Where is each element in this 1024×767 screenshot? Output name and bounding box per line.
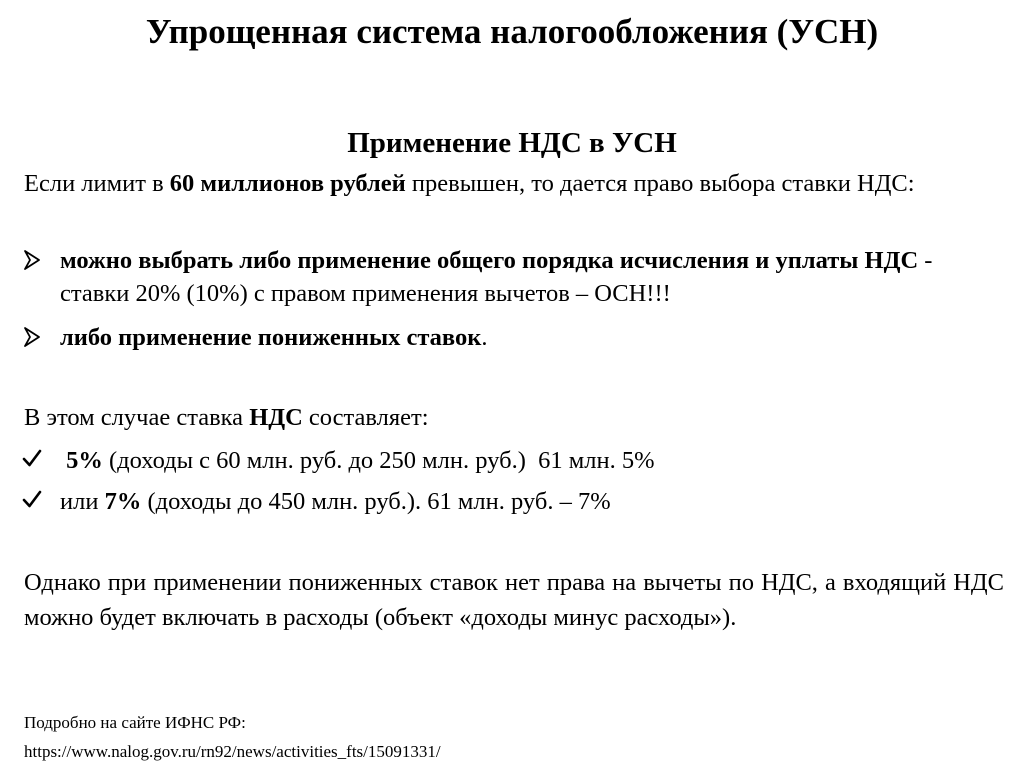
source-url-link[interactable]: https://www.nalog.gov.ru/rn92/news/activities_fts/15091331/	[24, 742, 441, 761]
rate-text	[60, 444, 1004, 477]
rate-value: 5%	[66, 447, 103, 474]
intro-paragraph	[24, 168, 1004, 200]
note-paragraph: Однако при применении пониженных ставок нет права на вычеты по НДС, а входящий НДС можно будет включать в расходы (объект «доходы минус расходы»).	[24, 569, 1004, 631]
arrow-bullet-icon	[24, 250, 40, 270]
intro-text-bold: 60 миллионов рублей	[169, 170, 406, 197]
page-title: Упрощенная система налогообложения (УСН)	[145, 12, 879, 51]
option-text	[60, 244, 1004, 310]
intro-text-post: превышен, то дается право выбора ставки НДС:	[405, 170, 915, 197]
rate-intro-pre: В этом случае ставка	[24, 404, 250, 431]
arrow-bullet-icon	[24, 327, 40, 347]
source-label: Подробно на сайте ИФНС РФ:	[24, 713, 246, 732]
rate-text	[60, 485, 1004, 518]
rate-text-pre: или	[60, 488, 105, 515]
intro-text-pre: Если лимит в	[24, 170, 170, 197]
option-text-rest: - ставки 20% (10%) с правом применения вычетов – ОСН!!!	[60, 247, 933, 307]
option-text	[60, 321, 1004, 354]
option-text-bold: можно выбрать либо применение общего порядка исчисления и уплаты НДС	[60, 247, 919, 274]
option-text-bold: либо применение пониженных ставок	[60, 324, 482, 351]
checkmark-icon	[22, 448, 42, 468]
rate-intro-post: составляет:	[302, 404, 429, 431]
rate-value: 7%	[104, 488, 142, 515]
checkmark-icon	[22, 489, 42, 509]
section-heading: Применение НДС в УСН	[347, 127, 677, 159]
rate-text-rest: (доходы до 450 млн. руб.). 61 млн. руб. – 7%	[141, 488, 611, 515]
option-text-rest: .	[481, 324, 488, 351]
rate-intro-paragraph	[24, 402, 1004, 434]
rate-text-rest: (доходы с 60 млн. руб. до 250 млн. руб.) 61 млн. 5%	[102, 447, 655, 474]
rate-intro-bold: НДС	[249, 404, 303, 431]
